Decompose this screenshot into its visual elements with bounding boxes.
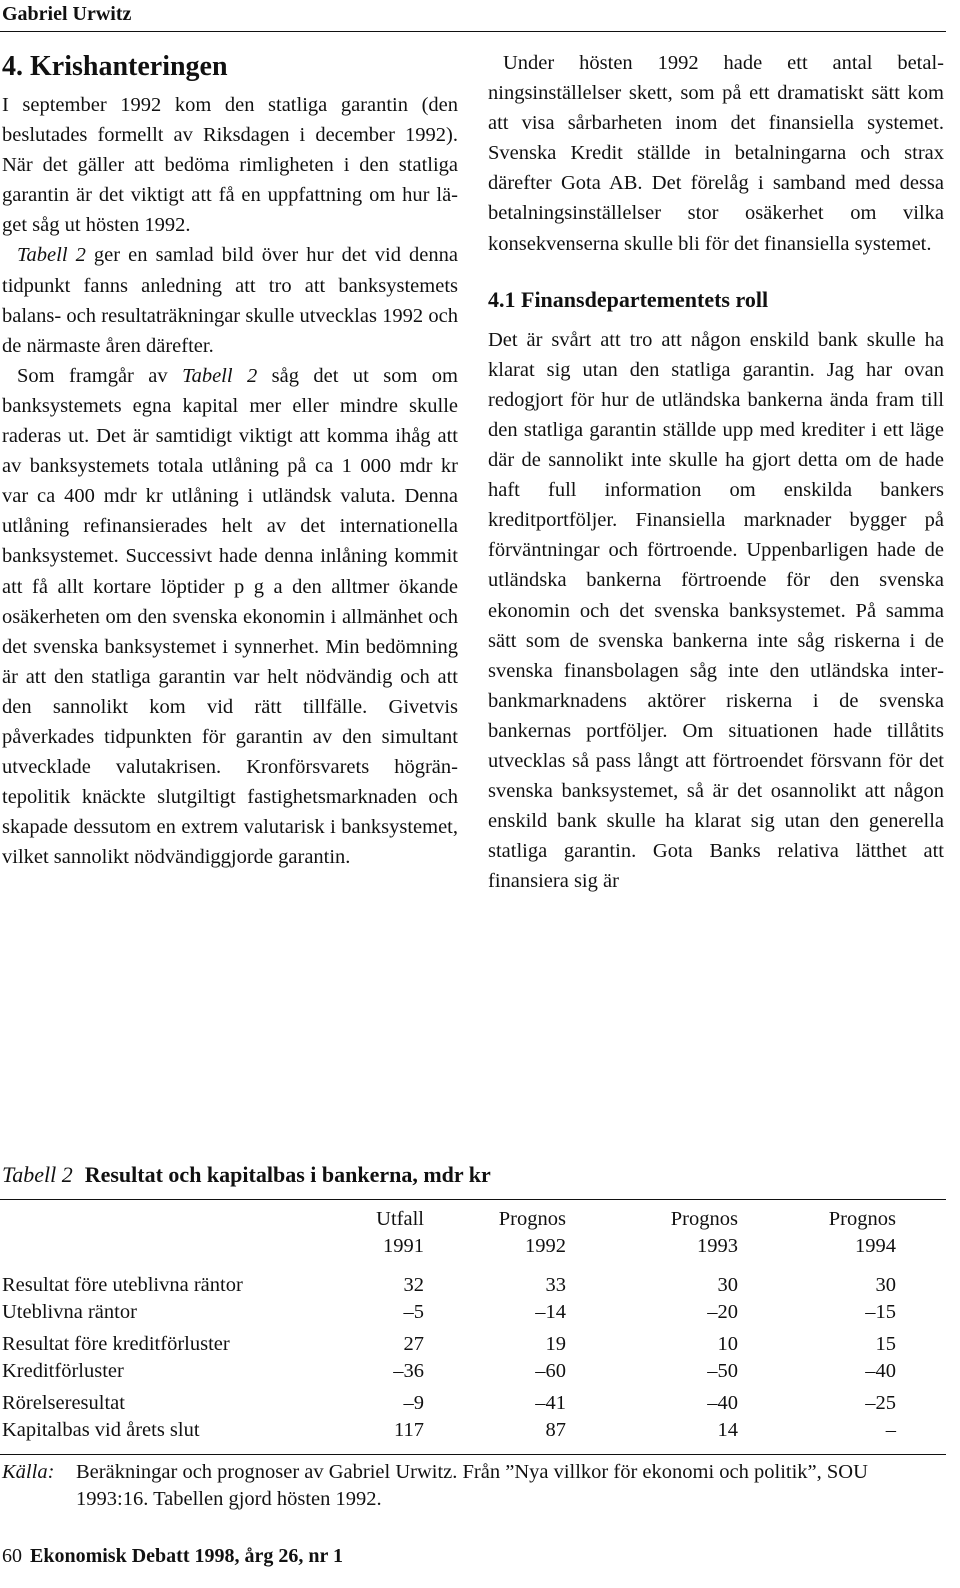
left-paragraph-3-text: såg det ut som om banksystemets egna kapital mer eller mindre skulle raderas ut. Det är samtidigt viktigt att komma ihåg att av banksystemets totala utlåning på ca 1 000 mdr kr var ca 400 mdr kr utlåning i utländsk valuta. Denna utlåning refinansierades helt av det internationella banksystemet. Successivt hade denna inlåning kommit att få allt kortare löptider p g a den alltmer ökande osäkerheten om den svenska ekonomin i allmänhet och det svenska banksystemet i synnerhet. Min bedömning är att den statliga garantin var helt nödvändig och att den sannolikt kom vid rätt tillfälle. Givetvis påverkades tidpunkten för garantin av den simultant utvecklade valutakrisen. Kronförsvarets högräntepolitik knäckte slutgiltigt fastighetsmarknaden och skapade dessutom en extrem valutarisk i banksystemet, vilket sannolikt nödvändiggjorde garantin. xyxy=(2,364,459,869)
column-header: Utfall xyxy=(376,1208,424,1230)
column-header-year: 1993 xyxy=(697,1235,738,1257)
table-row xyxy=(0,1299,946,1326)
row-label: Kreditförluster xyxy=(2,1360,124,1382)
source-text: Beräkningar och prognoser av Gabriel Urwitz. Från ”Nya villkor för ekonomi och politik”, SOU 1993:16. Tabellen gjord hösten 1992. xyxy=(76,1461,868,1510)
left-paragraph-1: I september 1992 kom den statliga garantin (den beslutades formellt av Riksdagen i december 1992). När det gäller att bedöma rimligheten i den statliga garantin är det viktigt att få en uppfattning om hur läget såg ut hösten 1992. xyxy=(2,94,458,237)
table-source-note xyxy=(2,1459,946,1513)
table-cell: 15 xyxy=(875,1333,896,1355)
table-cell: –14 xyxy=(535,1301,566,1323)
row-label: Resultat före uteblivna räntor xyxy=(2,1274,243,1296)
left-paragraph-3-pre: Som framgår av xyxy=(17,364,183,387)
source-label: Källa: xyxy=(2,1461,55,1483)
table-cell: –15 xyxy=(865,1301,896,1323)
table-cell: 30 xyxy=(875,1274,896,1296)
table-header-row-1 xyxy=(0,1206,946,1233)
table-row xyxy=(0,1417,946,1444)
column-header-year: 1992 xyxy=(525,1235,566,1257)
left-column xyxy=(2,50,458,872)
table-caption xyxy=(2,1162,491,1188)
table-cell: –25 xyxy=(865,1392,896,1414)
table-cell: 33 xyxy=(545,1274,566,1296)
table-top-rule xyxy=(0,1199,946,1200)
table-cell: 32 xyxy=(403,1274,424,1296)
journal-name: Ekonomisk Debatt 1998, årg 26, nr 1 xyxy=(30,1545,343,1567)
right-paragraph-1: Under hösten 1992 hade ett antal betalningsinställelser skett, som på ett dramatiskt sätt kom att visa sårbarheten inom det finansiella systemet. Svenska Kredit ställde in betalningarna och strax därefter Gota AB. Det förelåg i samband med dessa betalningsinställelser stor osäkerhet om vilka konsekvenserna skulle bli för det finansiella systemet. xyxy=(488,52,944,255)
table-cell: 117 xyxy=(394,1419,424,1441)
left-paragraph-2 xyxy=(2,240,458,360)
header-rule xyxy=(0,31,946,32)
table-cell: –60 xyxy=(535,1360,566,1382)
column-header: Prognos xyxy=(670,1208,738,1230)
table-cell: 30 xyxy=(717,1274,738,1296)
row-label: Resultat före kreditförluster xyxy=(2,1333,230,1355)
table-header-row-2 xyxy=(0,1233,946,1272)
column-header-year: 1991 xyxy=(383,1235,424,1257)
table-label: Tabell 2 xyxy=(2,1162,73,1187)
table-cell: –9 xyxy=(403,1392,424,1414)
row-label: Rörelseresultat xyxy=(2,1392,125,1414)
page-number: 60 xyxy=(2,1545,22,1567)
table-cell: –41 xyxy=(535,1392,566,1414)
table-row xyxy=(0,1326,946,1358)
column-header-year: 1994 xyxy=(855,1235,896,1257)
table-title: Resultat och kapitalbas i bankerna, mdr kr xyxy=(84,1162,491,1187)
table-row xyxy=(0,1272,946,1299)
right-column xyxy=(488,48,944,896)
section-title: 4. Krishanteringen xyxy=(2,51,228,82)
table-cell: 14 xyxy=(717,1419,738,1441)
table-cell: –36 xyxy=(393,1360,424,1382)
page-footer xyxy=(2,1544,343,1568)
table-cell: –40 xyxy=(865,1360,896,1382)
table-bottom-rule xyxy=(0,1454,946,1455)
table-cell: 19 xyxy=(545,1333,566,1355)
table-reference: Tabell 2 xyxy=(182,364,258,387)
running-header-author: Gabriel Urwitz xyxy=(2,3,132,25)
table-cell: 87 xyxy=(545,1419,566,1441)
right-paragraph-2: Det är svårt att tro att någon enskild bank skulle ha klarat sig utan den statliga garantin. Jag har ovan redogjort för hur de utländska bankerna ända fram till den statliga garantin ställde upp med krediter i ett läge där de sannolikt inte skulle ha gjort detta om de hade haft full information om enskilda bankers kreditportföljer. Finansiella marknader bygger på förväntningar och förtroende. Uppenbarligen hade de utländska bankerna förtroende för den svenska ekonomin och det svenska banksystemet. På samma sätt som de svenska bankerna inte såg riskerna i de svenska finansbolagen såg inte den utländska interbankmarknadens aktörer riskerna i de svenska bankernas portföljer. Om situationen hade tillåtits utvecklas så pass långt att förtroendet försvann för det svenska banksystemet, så är det osannolikt att någon enskild bank skulle ha klarat sig utan den generella statliga garantin. Gota Banks relativa lätthet att finansiera sig är xyxy=(488,328,944,893)
table-cell: –50 xyxy=(707,1360,738,1382)
row-label: Uteblivna räntor xyxy=(2,1301,137,1323)
table-row xyxy=(0,1385,946,1417)
table-cell: –20 xyxy=(707,1301,738,1323)
table-row xyxy=(0,1358,946,1385)
row-label: Kapitalbas vid årets slut xyxy=(2,1419,200,1441)
left-paragraph-3 xyxy=(2,361,458,873)
table-cell: –5 xyxy=(403,1301,424,1323)
subsection-title: 4.1 Finansdepartementets roll xyxy=(488,286,769,312)
column-header: Prognos xyxy=(498,1208,566,1230)
table-cell: –40 xyxy=(707,1392,738,1414)
table-cell: – xyxy=(885,1419,896,1441)
results-table xyxy=(0,1206,946,1444)
column-header: Prognos xyxy=(828,1208,896,1230)
table-cell: 10 xyxy=(717,1333,738,1355)
left-paragraph-2-text: ger en samlad bild över hur det vid denna tidpunkt fanns anledning att tro att banksystemets balans- och resultaträkningar skulle utvecklas 1992 och de närmaste åren därefter. xyxy=(2,244,458,357)
table-cell: 27 xyxy=(403,1333,424,1355)
table-reference: Tabell 2 xyxy=(17,244,86,267)
